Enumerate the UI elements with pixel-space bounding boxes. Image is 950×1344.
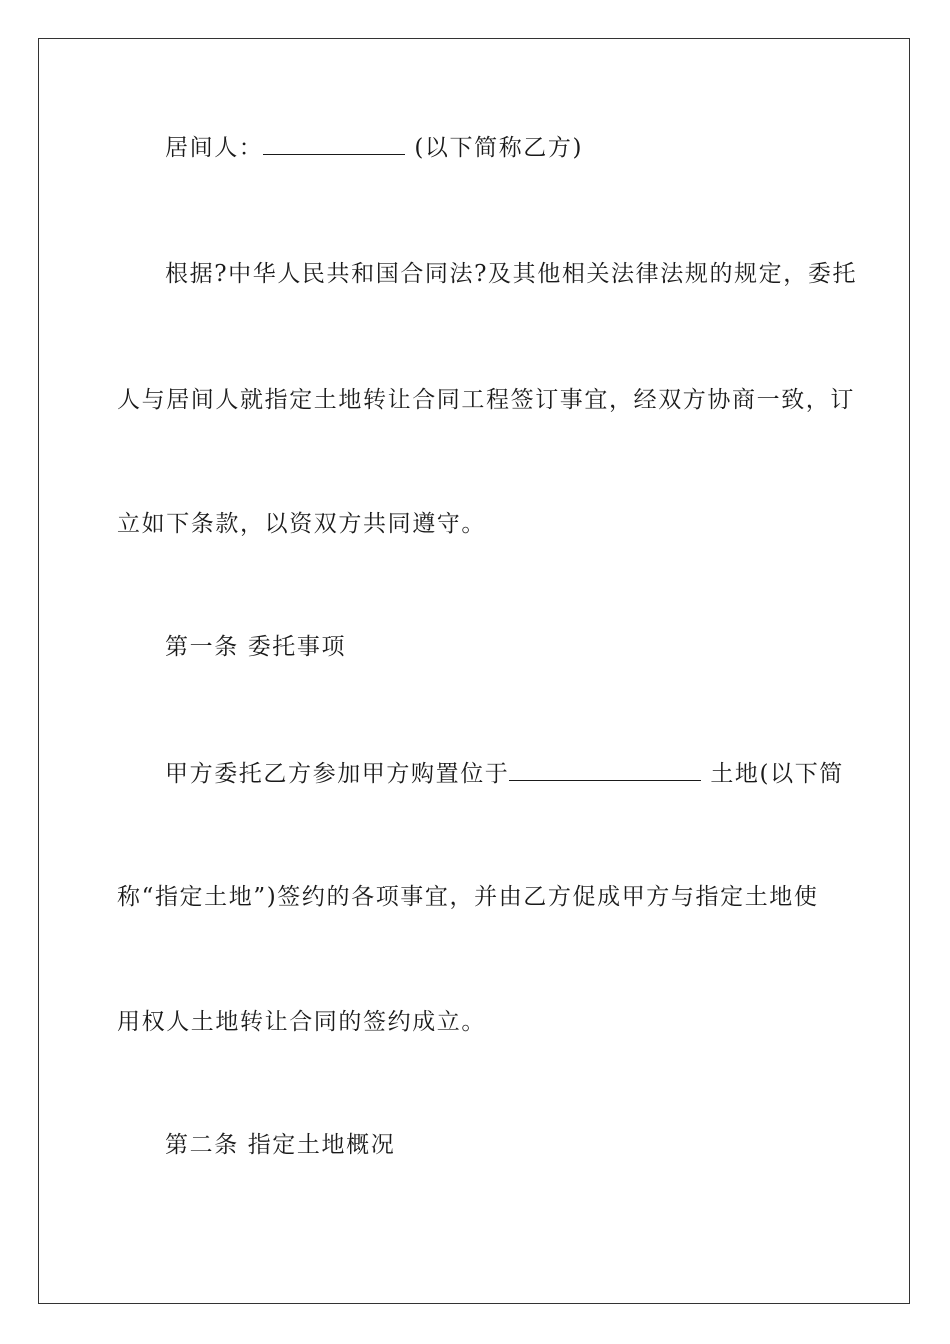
page-border	[38, 38, 910, 1304]
intermediary-label: 居间人：	[165, 135, 264, 161]
land-location-blank	[509, 760, 701, 781]
article-1-line-1-prefix: 甲方委托乙方参加甲方购置位于	[165, 761, 510, 787]
preamble-line-2: 人与居间人就指定土地转让合同工程签订事宜，经双方协商一致，订	[117, 387, 855, 413]
article-1-line-1-suffix: 土地(以下简	[701, 761, 844, 787]
article-2-title: 第二条 指定土地概况	[165, 1132, 396, 1158]
article-1-line-2: 称“指定土地”)签约的各项事宜，并由乙方促成甲方与指定土地使	[117, 884, 819, 910]
intermediary-line	[165, 133, 885, 163]
preamble-line-1: 根据?中华人民共和国合同法?及其他相关法律法规的规定，委托	[165, 261, 858, 287]
article-1-title: 第一条 委托事项	[165, 634, 347, 660]
article-1-line-1	[165, 759, 885, 789]
preamble-line-3: 立如下条款，以资双方共同遵守。	[117, 511, 486, 537]
intermediary-blank	[263, 134, 405, 155]
intermediary-suffix: (以下简称乙方)	[405, 135, 584, 161]
article-1-line-3: 用权人土地转让合同的签约成立。	[117, 1009, 486, 1035]
